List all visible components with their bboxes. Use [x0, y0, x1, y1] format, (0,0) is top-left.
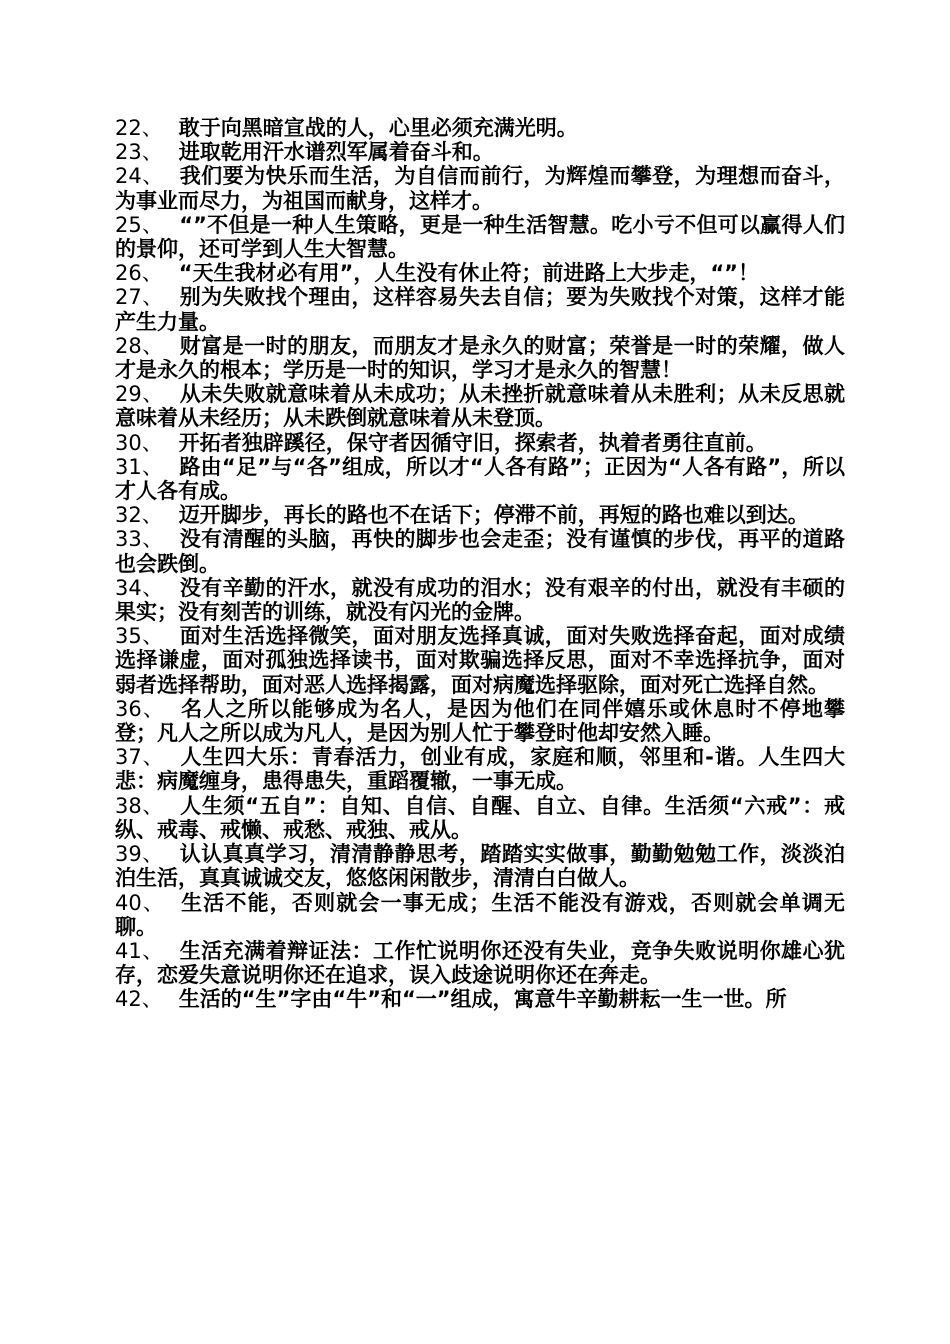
item-text: 面对生活选择微笑，面对朋友选择真诚，面对失败选择奋起，面对成绩选择谦虚，面对孤独选择读书，面对欺骗选择反思，面对不幸选择抗争，面对弱者选择帮助，面对恶人选择揭露，面对病魔选择驱除，面对死亡选择自然。: [115, 624, 845, 697]
item-text: 别为失败找个理由，这样容易失去自信；要为失败找个对策，这样才能产生力量。: [115, 285, 845, 334]
item-number: 30、: [115, 430, 163, 455]
item-text: 迈开脚步，再长的路也不在话下；停滞不前，再短的路也难以到达。: [178, 503, 809, 528]
item-text: “天生我材必有用”，人生没有休止符；前进路上大步走，“”！: [178, 261, 759, 286]
item-text: 认认真真学习，清清静静思考，踏踏实实做事，勤勤勉勉工作，淡淡泊泊生活，真真诚诚交友，悠悠闲闲散步，清清白白做人。: [115, 842, 845, 891]
list-item: [115, 697, 845, 745]
item-number: 33、: [115, 527, 164, 552]
item-text: 从未失败就意味着从未成功；从未挫折就意味着从未胜利；从未反思就意味着从未经历；从未跌倒就意味着从未登顶。: [115, 382, 845, 431]
item-number: 23、: [115, 140, 163, 165]
item-number: 31、: [115, 454, 164, 479]
list-item: [115, 576, 845, 624]
item-text: 生活的“生”字由“牛”和“一”组成，寓意牛辛勤耕耘一生一世。所: [178, 987, 787, 1012]
item-number: 36、: [115, 696, 166, 721]
item-number: 22、: [115, 116, 163, 140]
item-number: 34、: [115, 575, 164, 600]
item-text: 没有辛勤的汗水，就没有成功的泪水；没有艰辛的付出，就没有丰硕的果实；没有刻苦的训练，就没有闪光的金牌。: [115, 575, 845, 625]
list-item: [115, 455, 845, 503]
list-item: [115, 503, 845, 527]
list-item: [115, 939, 845, 987]
list-item: [115, 382, 845, 430]
item-number: 42、: [115, 987, 163, 1012]
list-item: [115, 261, 845, 285]
item-text: 开拓者独辟蹊径，保守者因循守旧，探索者，执着者勇往直前。: [178, 430, 767, 455]
list-item: [115, 334, 845, 382]
list-item: [115, 140, 845, 164]
list-item: [115, 842, 845, 890]
list-item: [115, 213, 845, 261]
item-text: 没有清醒的头脑，再快的脚步也会走歪；没有谨慎的步伐，再平的道路也会跌倒。: [115, 527, 845, 576]
item-number: 24、: [115, 164, 164, 189]
list-item: [115, 794, 845, 842]
list-item: [115, 891, 845, 939]
document-page: [115, 116, 845, 1012]
item-text: 名人之所以能够成为名人，是因为他们在同伴嬉乐或休息时不停地攀登；凡人之所以成为凡人，是因为别人忙于攀登时他却安然入睡。: [115, 696, 845, 746]
item-number: 38、: [115, 793, 165, 818]
item-number: 40、: [115, 890, 166, 915]
item-text: 生活充满着辩证法：工作忙说明你还没有失业，竞争失败说明你雄心犹存，恋爱失意说明你还在追求，误入歧途说明你还在奔走。: [115, 938, 845, 988]
item-number: 32、: [115, 503, 163, 528]
item-number: 27、: [115, 285, 164, 310]
item-number: 41、: [115, 938, 164, 963]
list-item: [115, 527, 845, 575]
item-text: 路由“足”与“各”组成，所以才“人各有路”；正因为“人各有路”，所以才人各有成。: [115, 454, 845, 504]
item-number: 26、: [115, 261, 163, 286]
list-item: [115, 285, 845, 333]
item-text: 我们要为快乐而生活，为自信而前行，为辉煌而攀登，为理想而奋斗，为事业而尽力，为祖国而献身，这样才。: [115, 164, 845, 213]
item-number: 28、: [115, 333, 164, 358]
item-number: 29、: [115, 382, 164, 407]
item-text: 人生须“五自”：自知、自信、自醒、自立、自律。生活须“六戒”：戒纵、戒毒、戒懒、戒愁、戒独、戒从。: [115, 793, 845, 842]
item-number: 39、: [115, 842, 164, 867]
list-item: [115, 987, 845, 1011]
item-text: 进取乾用汗水谱烈军属着奋斗和。: [178, 140, 494, 165]
item-number: 25、: [115, 212, 164, 237]
list-item: [115, 624, 845, 697]
item-number: 37、: [115, 745, 165, 770]
item-text: 财富是一时的朋友，而朋友才是永久的财富；荣誉是一时的荣耀，做人才是永久的根本；学历是一时的知识，学习才是永久的智慧！: [115, 333, 845, 383]
item-text: 敢于向黑暗宣战的人，心里必须充满光明。: [178, 116, 578, 140]
list-item: [115, 164, 845, 212]
item-text: 人生四大乐：青春活力，创业有成，家庭和顺，邻里和-谐。人生四大悲：病魔缠身，患得患失，重蹈覆辙，一事无成。: [115, 745, 845, 794]
item-text: “”不但是一种人生策略，更是一种生活智慧。吃小亏不但可以赢得人们的景仰，还可学到人生大智慧。: [115, 212, 845, 262]
list-item: [115, 116, 845, 140]
list-item: [115, 745, 845, 793]
item-number: 35、: [115, 624, 164, 649]
list-item: [115, 431, 845, 455]
item-text: 生活不能，否则就会一事无成；生活不能没有游戏，否则就会单调无聊。: [115, 890, 845, 939]
